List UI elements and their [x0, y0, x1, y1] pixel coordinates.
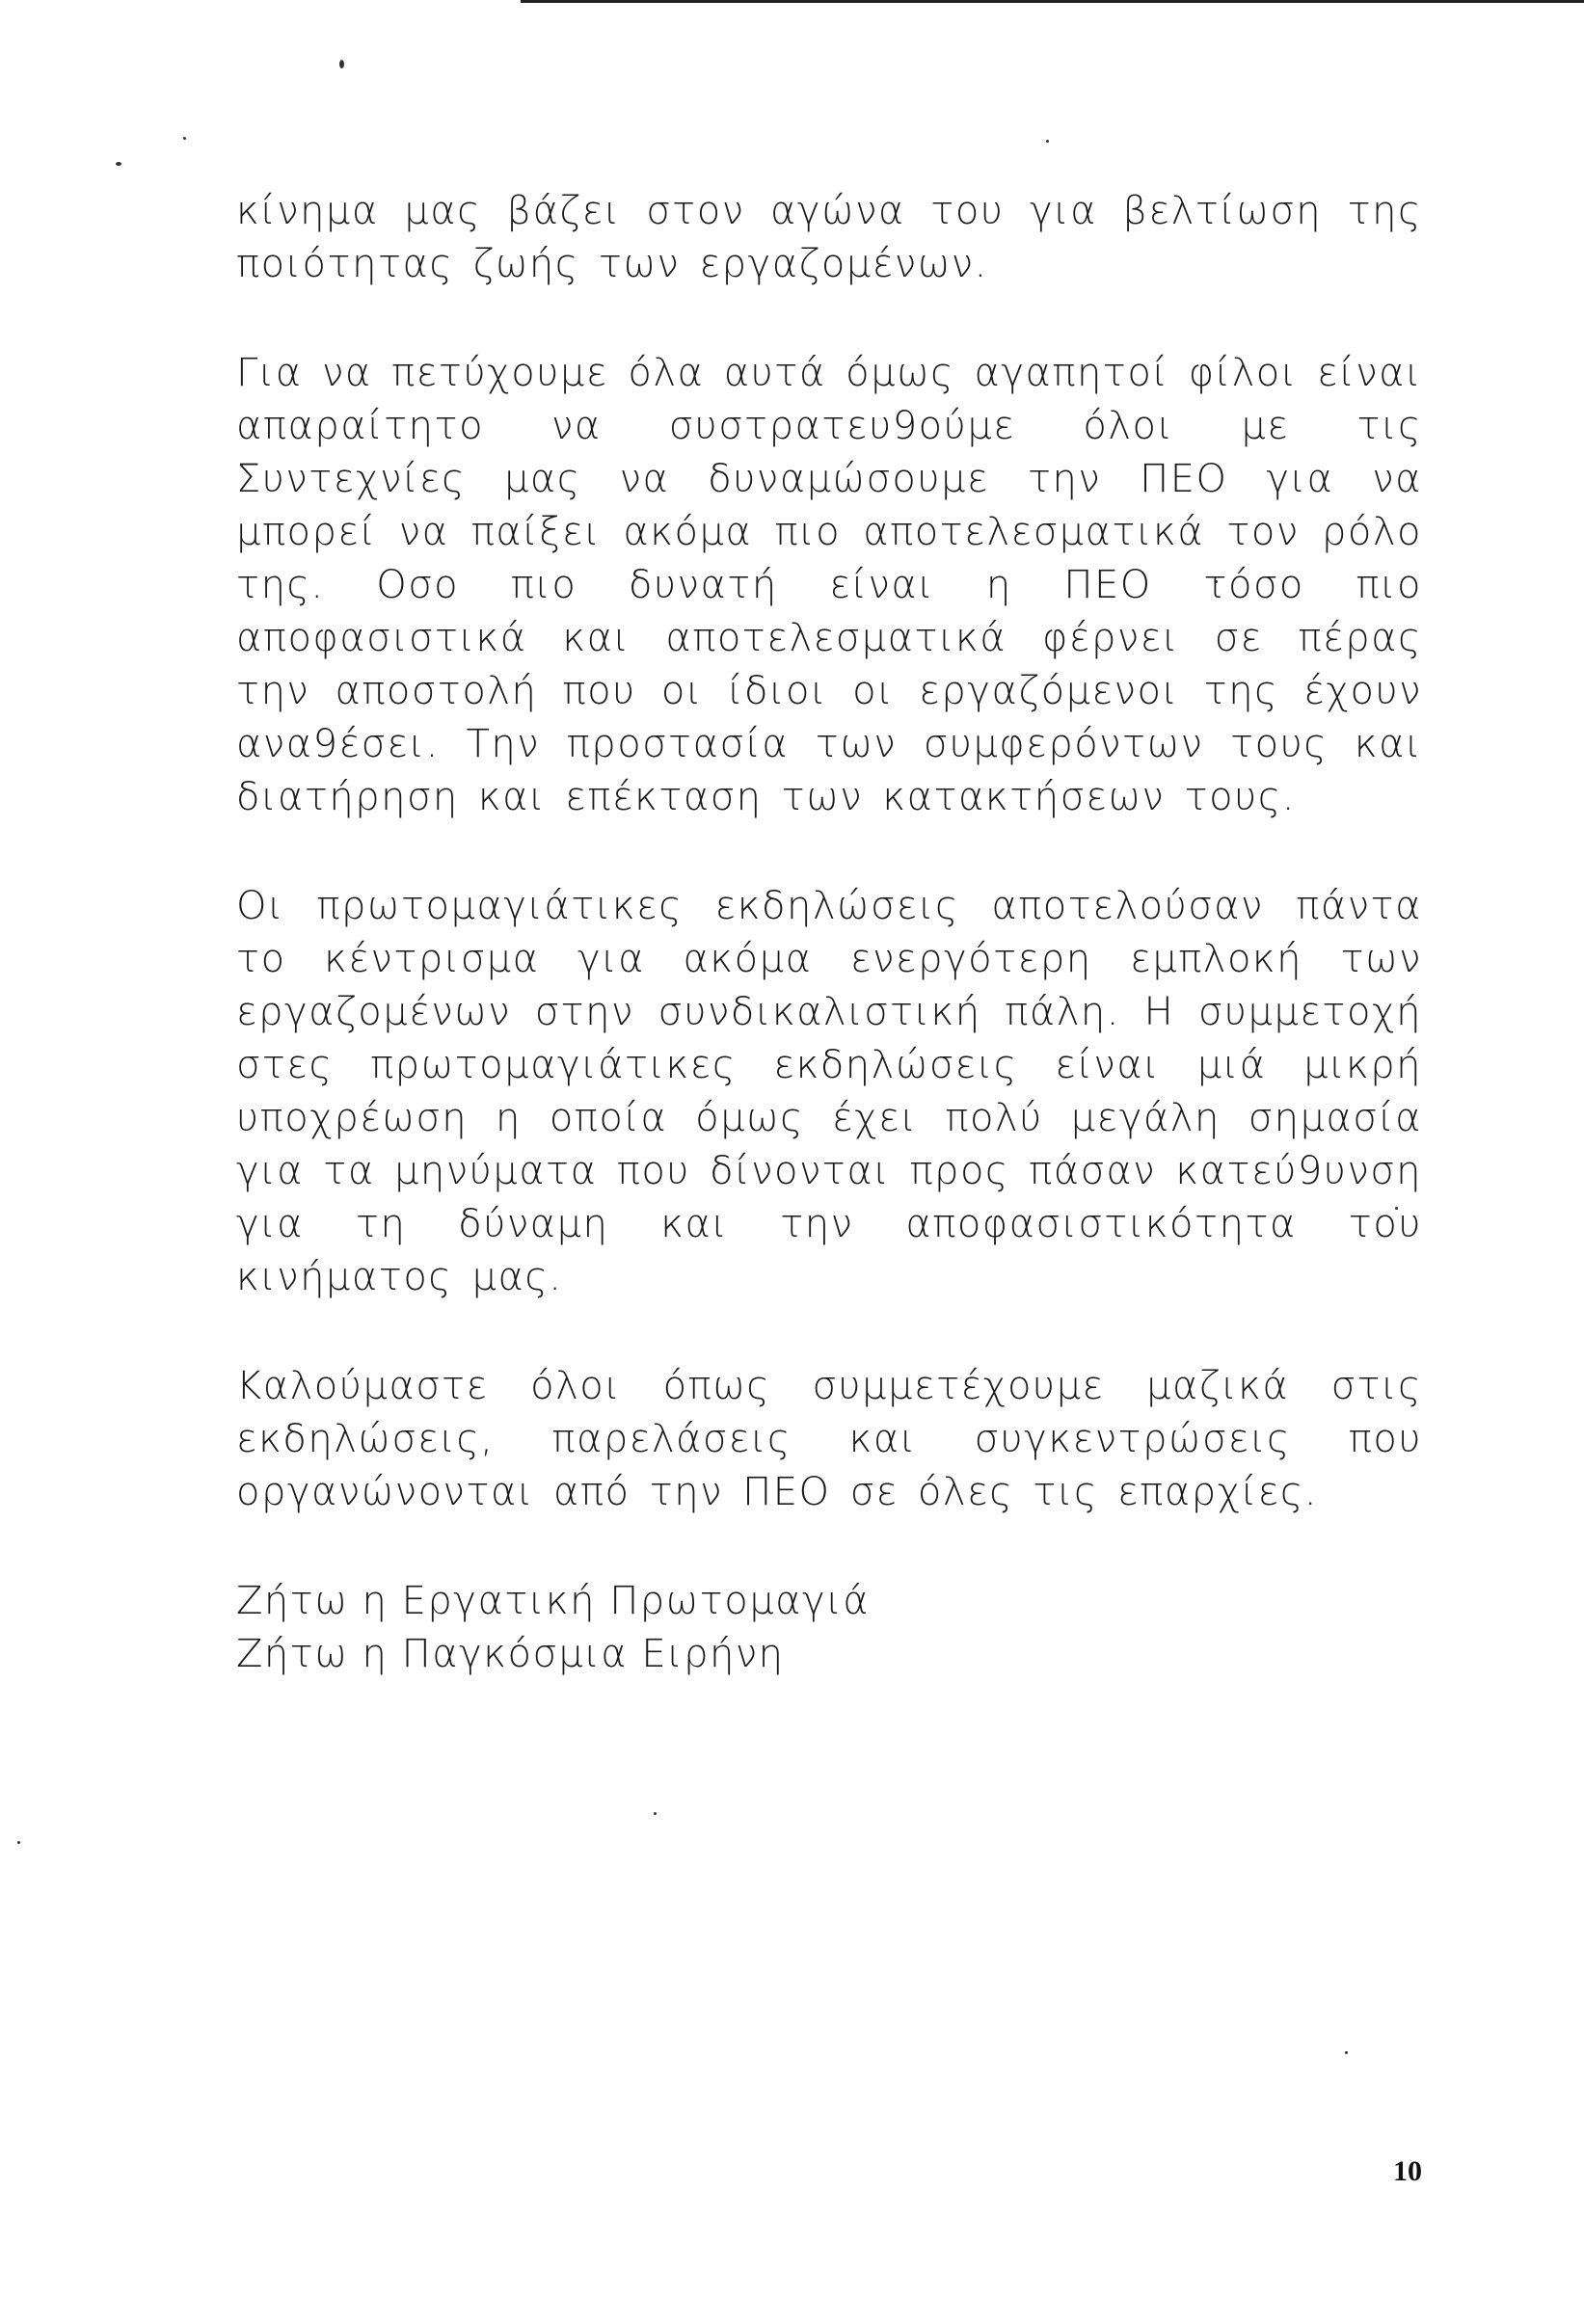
scan-speck	[1046, 140, 1049, 143]
paragraph: Για να πετύχουμε όλα αυτά όμως αγαπητοί φίλοι είναι απαραίτητο να συστρατευ9ούμε όλοι με τις Συντεχνίες μας να δυναμώσουμε την ΠΕΟ για να μπορεί να παίξει ακόμα πιο αποτελεσματικά τον ρόλο της. Οσο πιο δυνατή είναι η ΠΕΟ τόσο πιο αποφασιστικά και αποτελεσματικά φέρνει σε πέρας την αποστολή που οι ίδιοι οι εργαζόμενοι της έχουν ανα9έσει. Την προστασία των συμφερόντων τους και διατήρηση και επέκταση των κατακτήσεων τους.	[236, 351, 1422, 819]
scan-speck	[183, 137, 186, 140]
scan-top-rule	[521, 0, 1584, 3]
closing-line: Ζήτω η Εργατική Πρωτομαγιά	[236, 1579, 871, 1623]
closing-block	[236, 1575, 1422, 1681]
page-number: 10	[1393, 2155, 1422, 2187]
scan-speck	[1345, 2051, 1348, 2054]
paragraph: κίνημα μας βάζει στον αγώνα του για βελτίωση της ποιότητας ζωής των εργαζομένων.	[236, 189, 1422, 286]
paragraph: Οι πρωτομαγιάτικες εκδηλώσεις αποτελούσαν πάντα το κέντρισμα για ακόμα ενεργότερη εμπλοκή των εργαζομένων στην συνδικαλιστική πάλη. Η συμμετοχή στες πρωτομαγιάτικες εκδηλώσεις είναι μιά μικρή υποχρέωση η οποία όμως έχει πολύ μεγάλη σημασία για τα μηνύματα που δίνονται προς πάσαν κατεύ9υνση για τη δύναμη και την αποφασιστικότητα του κινήματος μας.	[236, 884, 1422, 1299]
document-body	[236, 185, 1422, 1681]
scan-speck	[17, 1841, 20, 1844]
scan-speck	[116, 162, 121, 166]
paragraph: Καλούμαστε όλοι όπως συμμετέχουμε μαζικά στις εκδηλώσεις, παρελάσεις και συγκεντρώσεις που οργανώνονται από την ΠΕΟ σε όλες τις επαρχίες.	[236, 1364, 1422, 1514]
scan-speck	[654, 1812, 657, 1815]
closing-line: Ζήτω η Παγκόσμια Ειρήνη	[236, 1632, 785, 1676]
scan-speck	[339, 60, 344, 68]
